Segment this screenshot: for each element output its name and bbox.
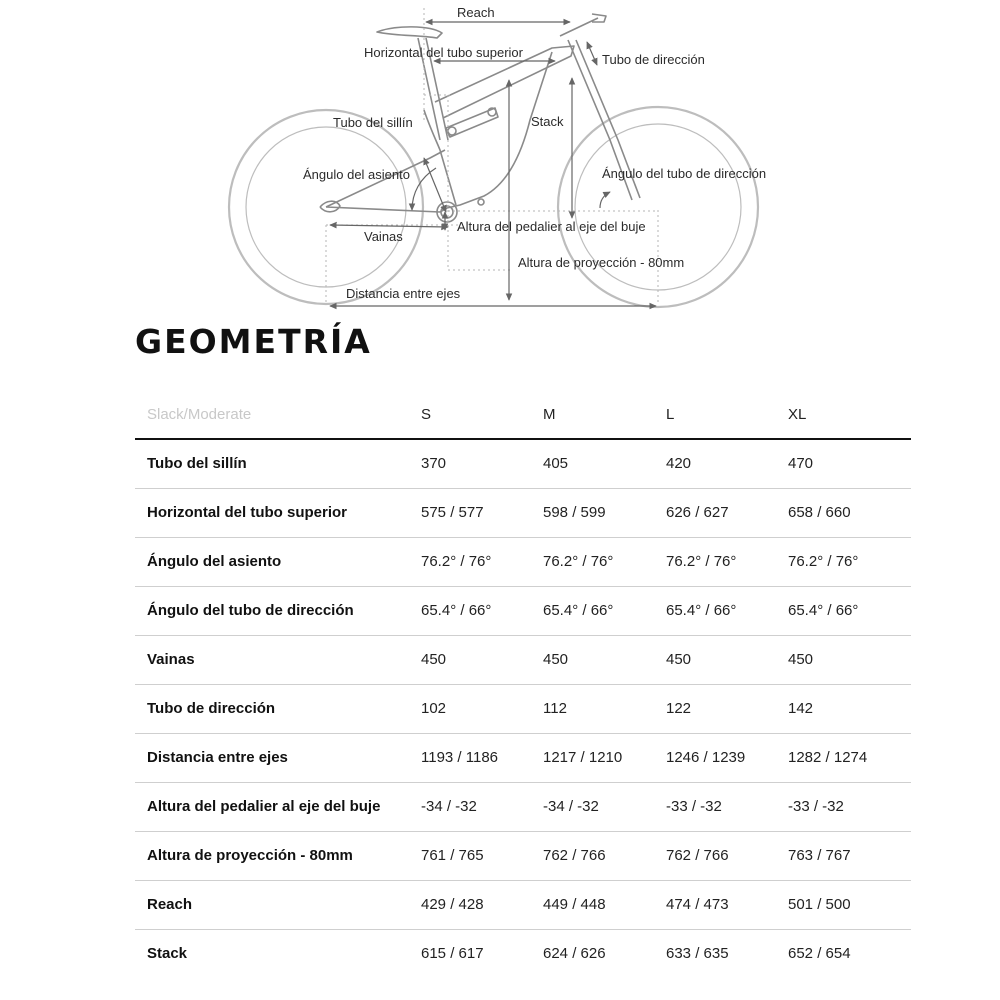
table-row xyxy=(135,537,911,586)
size-header: XL xyxy=(788,390,911,439)
table-cell: 615 / 617 xyxy=(421,945,484,963)
table-cell: 474 / 473 xyxy=(666,880,788,929)
geometry-table xyxy=(135,390,911,978)
table-row xyxy=(135,733,911,782)
row-label: Altura del pedalier al eje del buje xyxy=(135,782,421,831)
table-cell: 501 / 500 xyxy=(788,880,911,929)
table-cell: 65.4° / 66° xyxy=(543,586,666,635)
table-cell: 652 / 654 xyxy=(788,945,851,963)
table-cell: -33 / -32 xyxy=(666,782,788,831)
label-altura-proyeccion: Altura de proyección - 80mm xyxy=(518,255,685,270)
table-cell: 450 xyxy=(543,635,666,684)
table-cell: 450 xyxy=(421,635,543,684)
table-cell: 420 xyxy=(666,439,788,488)
table-cell: 598 / 599 xyxy=(543,488,666,537)
table-cell: 1246 / 1239 xyxy=(666,733,788,782)
table-cell: -34 / -32 xyxy=(543,782,666,831)
row-label: Horizontal del tubo superior xyxy=(135,488,421,537)
label-angulo-asiento: Ángulo del asiento xyxy=(303,167,410,182)
table-cell: 122 xyxy=(666,684,788,733)
table-cell: 76.2° / 76° xyxy=(788,537,911,586)
table-row xyxy=(135,586,911,635)
label-stack: Stack xyxy=(531,114,564,129)
table-cell: 450 xyxy=(666,635,788,684)
row-label: Ángulo del asiento xyxy=(135,537,421,586)
row-label: Distancia entre ejes xyxy=(135,733,421,782)
size-header: S xyxy=(421,390,543,439)
table-row xyxy=(135,439,911,488)
table-cell: 102 xyxy=(421,684,543,733)
row-label: Tubo de dirección xyxy=(135,684,421,733)
table-cell: 429 / 428 xyxy=(421,880,543,929)
table-cell: 449 / 448 xyxy=(543,880,666,929)
table-cell: 76.2° / 76° xyxy=(421,537,543,586)
row-label: Tubo del sillín xyxy=(135,439,421,488)
table-cell: 762 / 766 xyxy=(543,831,666,880)
table-cell: 1282 / 1274 xyxy=(788,733,911,782)
table-cell: -34 / -32 xyxy=(421,782,543,831)
table-row xyxy=(135,635,911,684)
table-cell: 65.4° / 66° xyxy=(421,586,543,635)
label-horizontal-tubo-superior: Horizontal del tubo superior xyxy=(364,45,523,60)
table-cell: 65.4° / 66° xyxy=(788,586,911,635)
size-header: M xyxy=(543,390,666,439)
table-cell: 763 / 767 xyxy=(788,831,911,880)
row-label: Altura de proyección - 80mm xyxy=(135,831,421,880)
table-cell: 761 / 765 xyxy=(421,831,543,880)
row-label: Ángulo del tubo de dirección xyxy=(135,586,421,635)
table-row xyxy=(135,880,911,929)
label-reach: Reach xyxy=(457,5,495,20)
table-cell: 450 xyxy=(788,635,911,684)
label-tubo-direccion: Tubo de dirección xyxy=(602,52,705,67)
table-cell: 370 xyxy=(421,439,543,488)
label-distancia-ejes: Distancia entre ejes xyxy=(346,286,461,301)
table-header-row xyxy=(135,390,911,439)
table-cell: 1193 / 1186 xyxy=(421,733,543,782)
row-label: Vainas xyxy=(135,635,421,684)
table-row xyxy=(135,929,911,978)
table-cell: 633 / 635 xyxy=(666,945,729,963)
table-cell: 76.2° / 76° xyxy=(666,537,788,586)
table-cell: 65.4° / 66° xyxy=(666,586,788,635)
table-cell: 142 xyxy=(788,684,911,733)
table-row xyxy=(135,488,911,537)
table-cell: 624 / 626 xyxy=(543,945,606,963)
table-cell: 658 / 660 xyxy=(788,488,911,537)
table-cell: -33 / -32 xyxy=(788,782,911,831)
row-label: Reach xyxy=(135,880,421,929)
table-cell: 575 / 577 xyxy=(421,488,543,537)
table-row xyxy=(135,684,911,733)
label-angulo-direccion: Ángulo del tubo de dirección xyxy=(602,166,767,181)
label-tubo-sillin: Tubo del sillín xyxy=(333,115,413,130)
table-cell: 762 / 766 xyxy=(666,831,788,880)
table-cell: 76.2° / 76° xyxy=(543,537,666,586)
table-cell: 470 xyxy=(788,439,911,488)
table-cell: 626 / 627 xyxy=(666,488,788,537)
table-cell: 405 xyxy=(543,439,666,488)
preset-label: Slack/Moderate xyxy=(135,390,421,439)
size-header: L xyxy=(666,390,788,439)
table-cell: 1217 / 1210 xyxy=(543,733,666,782)
table-row xyxy=(135,831,911,880)
table-cell: 112 xyxy=(543,684,666,733)
label-altura-pedalier: Altura del pedalier al eje del buje xyxy=(457,219,646,234)
table-row xyxy=(135,782,911,831)
page-title: GEOMETRÍA xyxy=(135,322,372,361)
bike-geometry-diagram xyxy=(0,0,1000,320)
row-label: Stack xyxy=(147,945,188,963)
label-vainas: Vainas xyxy=(364,229,403,244)
